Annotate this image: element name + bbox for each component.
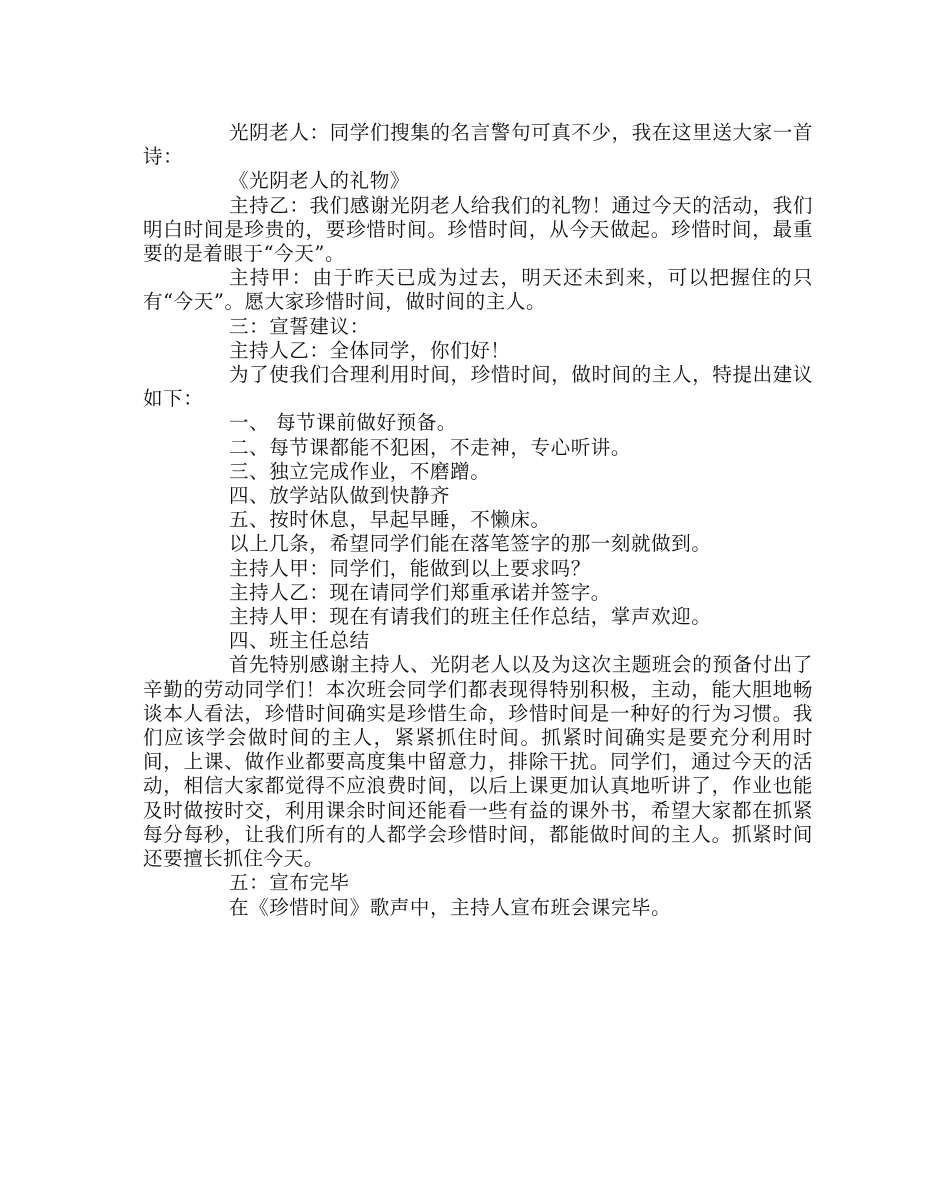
paragraph-host-a-today: 主持甲：由于昨天已成为过去，明天还未到来，可以把握住的只有“今天”。愿大家珍惜时间，做时间的主人。: [143, 266, 813, 314]
paragraph-host-b-sign: 主持人乙：现在请同学们郑重承诺并签字。: [229, 580, 611, 604]
paragraph-host-b-greeting: 主持人乙：全体同学，你们好！: [229, 338, 511, 362]
paragraph-closing: 在《珍惜时间》歌声中，主持人宣布班会课完毕。: [229, 895, 672, 919]
document-body: [143, 121, 813, 920]
paragraph-host-b-thanks: 主持乙：我们感谢光阴老人给我们的礼物！通过今天的活动，我们明白时间是珍贵的，要珍惜时间。珍惜时间，从今天做起。珍惜时间，最重要的是着眼于“今天”。: [143, 193, 813, 266]
proposal-item-2: 二、每节课都能不犯困，不走神，专心听讲。: [229, 435, 632, 459]
paragraph-proposal-intro: 为了使我们合理利用时间，珍惜时间，做时间的主人，特提出建议如下：: [143, 363, 813, 411]
section-heading-oath: 三：宣誓建议：: [229, 314, 370, 338]
paragraph-host-a-question: 主持人甲：同学们，能做到以上要求吗？: [229, 556, 591, 580]
section-heading-closing: 五：宣布完毕: [229, 871, 350, 895]
proposal-item-3: 三、独立完成作业，不磨蹭。: [229, 459, 491, 483]
paragraph-proposal-summary: 以上几条，希望同学们能在落笔签字的那一刻就做到。: [229, 532, 712, 556]
proposal-item-1: 一、 每节课前做好预备。: [229, 411, 457, 435]
proposal-item-5: 五、按时休息，早起早睡，不懒床。: [229, 508, 551, 532]
paragraph-teacher-summary: 首先特别感谢主持人、光阴老人以及为这次主题班会的预备付出了辛勤的劳动同学们！本次班会同学们都表现得特别积极，主动，能大胆地畅谈本人看法，珍惜时间确实是珍惜生命，珍惜时间是一种好的行为习惯。我们应该学会做时间的主人，紧紧抓住时间。抓紧时间确实是要充分利用时间，上课、做作业都要高度集中留意力，排除干扰。同学们，通过今天的活动，相信大家都觉得不应浪费时间，以后上课更加认真地听讲了，作业也能及时做按时交，利用课余时间还能看一些有益的课外书，希望大家都在抓紧每分每秒，让我们所有的人都学会珍惜时间，都能做时间的主人。抓紧时间还要擅长抓住今天。: [143, 653, 813, 871]
section-heading-teacher-summary: 四、班主任总结: [229, 629, 370, 653]
proposal-item-4: 四、放学站队做到快静齐: [229, 484, 451, 508]
paragraph-host-a-invite: 主持人甲：现在有请我们的班主任作总结，掌声欢迎。: [229, 605, 712, 629]
paragraph-guangyin-poem-intro: 光阴老人：同学们搜集的名言警句可真不少，我在这里送大家一首诗：: [143, 121, 813, 169]
paragraph-poem-title: 《光阴老人的礼物》: [229, 169, 410, 193]
